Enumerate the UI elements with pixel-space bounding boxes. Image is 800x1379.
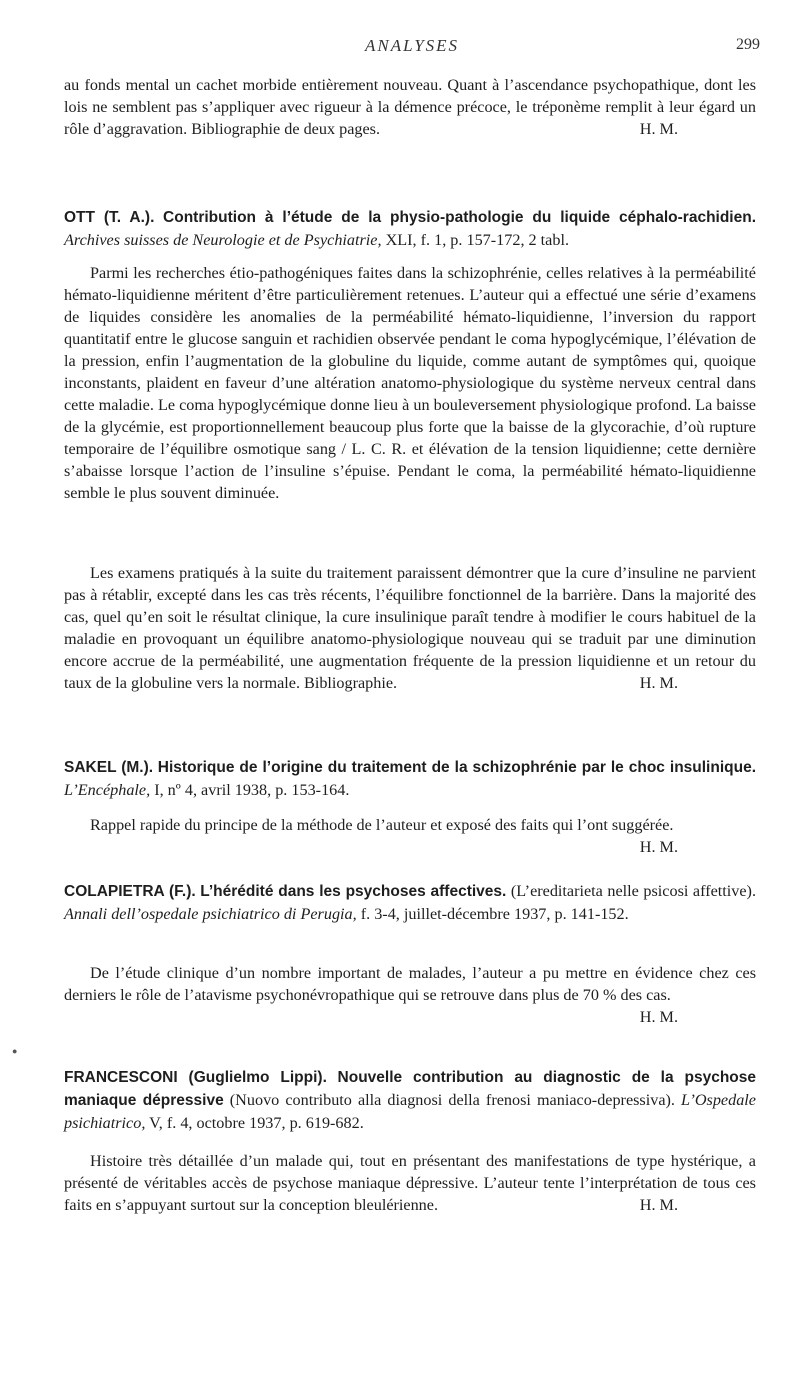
- paragraph-text: Parmi les recherches étio-pathogéniques faites dans la schizophrénie, celles relatives à la perméabilité hémato-liquidienne méritent d’être particulièrement retenues. L’auteur qui a effectué une série d’examens de liquides considère les anomalies de la perméabilité hémato-liquidienne, l’inversion du rapport quantitatif entre le glucose sanguin et rachidien observée pendant le coma hypoglycémique, l’élévation de la pression, enfin l’augmentation de la globuline du liquide, comme autant de symptômes qui, quoique inconstants, plaident en faveur d’une altération anatomo-physiologique du système nerveux central dans cette maladie. Le coma hypoglycémique donne lieu à un bouleversement physiologique profond. La baisse de la glycémie, est proportionnellement beaucoup plus forte que la baisse de la glycorachie, d’où rupture temporaire de l’équilibre osmotique sang / L. C. R. et élévation de la tension liquidienne; cette dernière s’abaisse lorsque l’action de l’insuline s’épuise. Pendant le coma, la perméabilité hémato-liquidienne semble le plus souvent diminuée.: [64, 264, 756, 502]
- entry-francesconi-paragraph: [64, 1150, 756, 1216]
- entry-original-title: (L’ereditarieta nelle psicosi affettive).: [510, 882, 756, 900]
- entry-signature: H. M.: [639, 1196, 678, 1214]
- paragraph-text: Les examens pratiqués à la suite du traitement paraissent démontrer que la cure d’insuline ne parvient pas à rétablir, excepté dans les cas très récents, l’équilibre fonctionnel de la barrière. Dans la majorité des cas, quel qu’en soit le résultat clinique, la cure insulinique paraît tendre à modifier le cours habituel de la maladie en provoquant un équilibre anatomo-physiologique nouveau qui se traduit par une diminution encore accrue de la perméabilité, une augmentation fréquente de la pression liquidienne et un retour du taux de la globuline vers la normale. Bibliographie.: [64, 564, 756, 692]
- entry-original-title: (Nuovo contributo alla diagnosi della frenosi maniaco-depressiva).: [229, 1091, 675, 1109]
- entry-details: I, nº 4, avril 1938, p. 153-164.: [154, 781, 350, 799]
- entry-ott-heading: [64, 206, 756, 251]
- entry-source: L’Ospedale psichiatrico,: [64, 1091, 756, 1132]
- entry-title: Contribution à l’étude de la physio-pathologie du liquide céphalo-rachidien.: [163, 209, 757, 226]
- entry-ott-paragraph-2: [64, 562, 756, 694]
- entry-signature: H. M.: [639, 1008, 678, 1026]
- intro-signature: H. M.: [639, 120, 678, 138]
- entry-source: Archives suisses de Neurologie et de Psychiatrie,: [64, 231, 382, 249]
- entry-details: XLI, f. 1, p. 157-172, 2 tabl.: [385, 231, 570, 249]
- running-header: [64, 36, 760, 60]
- paragraph-text: De l’étude clinique d’un nombre important de malades, l’auteur a pu mettre en évidence chez ces derniers le rôle de l’atavisme psychonévropathique qui se retrouve dans plus de 70 % des cas.: [64, 964, 756, 1004]
- entry-author: OTT (T. A.).: [64, 209, 155, 226]
- entry-title: Historique de l’origine du traitement de la schizophrénie par le choc insulinique.: [157, 759, 756, 776]
- entry-details: f. 3-4, juillet-décembre 1937, p. 141-152.: [360, 905, 629, 923]
- entry-title: L’hérédité dans les psychoses affectives.: [200, 883, 507, 900]
- page-number: 299: [736, 36, 760, 53]
- entry-colapietra-paragraph: [64, 962, 756, 1028]
- entry-francesconi-heading: [64, 1066, 756, 1134]
- entry-signature: H. M.: [639, 674, 678, 692]
- intro-paragraph: [64, 74, 756, 140]
- entry-author: COLAPIETRA (F.).: [64, 883, 196, 900]
- paragraph-text: Rappel rapide du principe de la méthode de l’auteur et exposé des faits qui l’ont suggérée.: [90, 816, 674, 834]
- paragraph-text: Histoire très détaillée d’un malade qui, tout en présentant des manifestations de type hystérique, a présenté de véritables accès de psychose maniaque dépressive. L’auteur tente l’interprétation de tous ces faits en s’appuyant surtout sur la conception bleulérienne.: [64, 1152, 756, 1214]
- entry-colapietra-heading: [64, 880, 756, 925]
- entry-ott-paragraph-1: [64, 262, 756, 504]
- running-title: ANALYSES: [364, 36, 460, 55]
- entry-source: Annali dell’ospedale psichiatrico di Perugia,: [64, 905, 357, 923]
- entry-sakel-heading: [64, 756, 756, 801]
- entry-signature: H. M.: [639, 838, 678, 856]
- entry-details: V, f. 4, octobre 1937, p. 619-682.: [149, 1114, 364, 1132]
- intro-text: au fonds mental un cachet morbide entièrement nouveau. Quant à l’ascendance psychopathique, dont les lois ne semblent pas s’appliquer avec rigueur à la démence précoce, le tréponème remplit à leur égard un rôle d’aggravation. Bibliographie de deux pages.: [64, 76, 756, 138]
- margin-dot: ●: [12, 1046, 18, 1056]
- entry-title: Nouvelle contribution au diagnostic de la psychose maniaque dépressive: [64, 1069, 756, 1109]
- entry-source: L’Encéphale,: [64, 781, 151, 799]
- entry-sakel-paragraph: [64, 814, 756, 858]
- entry-author: SAKEL (M.).: [64, 759, 154, 776]
- entry-author: FRANCESCONI (Guglielmo Lippi).: [64, 1069, 327, 1086]
